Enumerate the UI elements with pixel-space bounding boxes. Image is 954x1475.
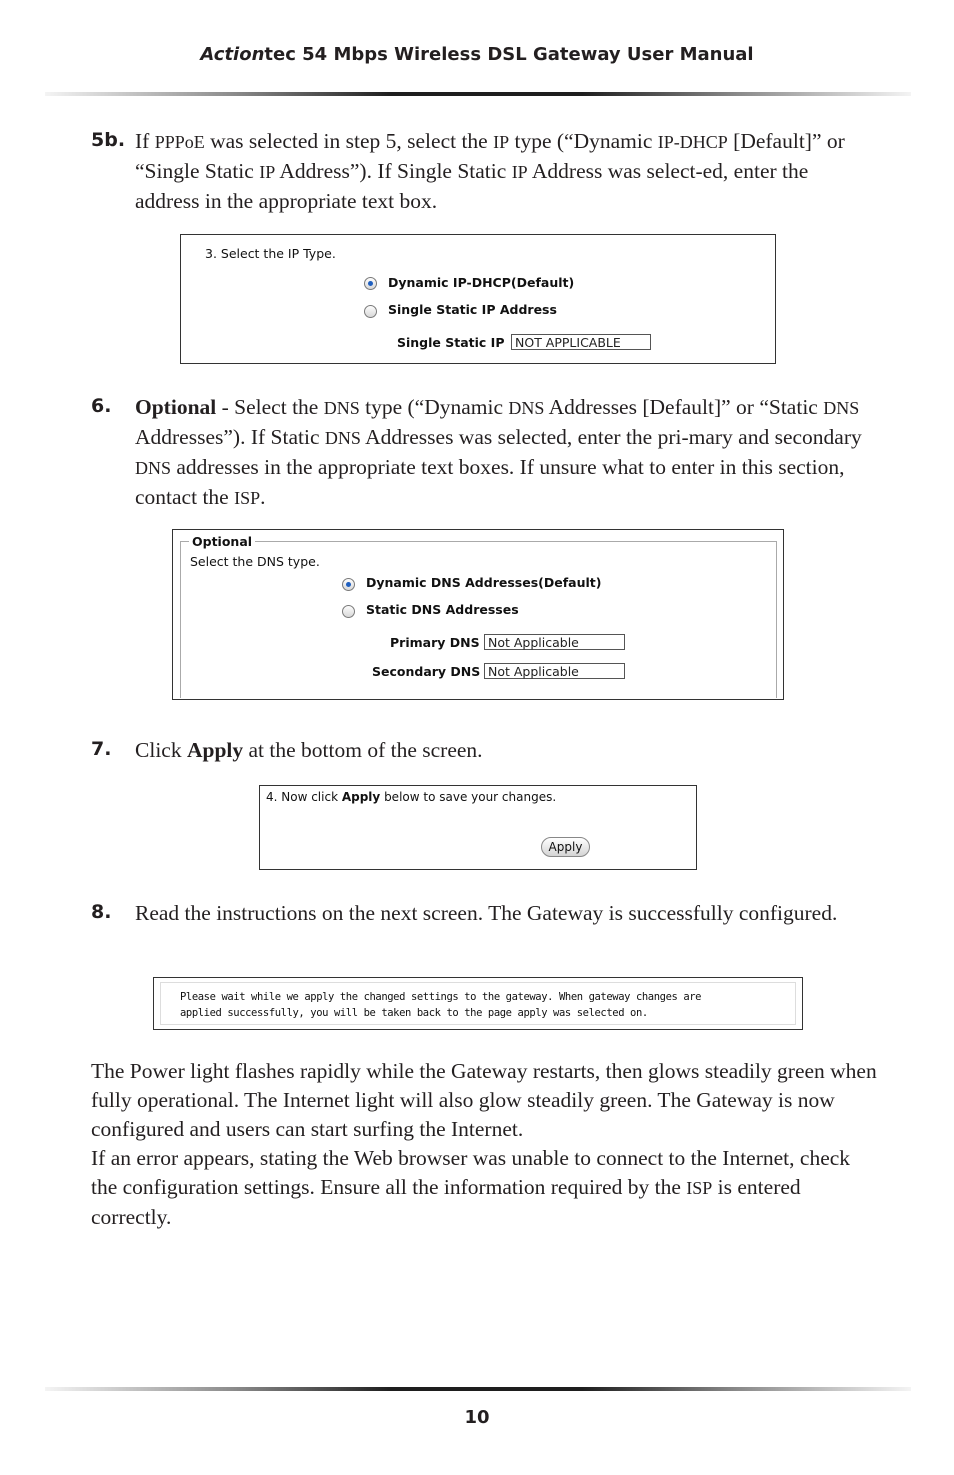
dns-subtitle: Select the DNS type. — [190, 554, 320, 569]
page-header — [0, 44, 954, 65]
option-static-ip-label: Single Static IP Address — [388, 302, 557, 317]
header-rule — [45, 92, 911, 96]
option-dynamic-ip-label: Dynamic IP-DHCP(Default) — [388, 275, 575, 290]
step-number: 7. — [91, 738, 112, 760]
footer-rule — [45, 1387, 911, 1391]
closing-paragraph-2: If an error appears, stating the Web browser was unable to connect to the Internet, check the configuration settings. Ensure all the information required by the ISP is entered correctly. — [91, 1146, 851, 1229]
step-number: 6. — [91, 395, 112, 417]
step-5b — [91, 127, 871, 216]
step-7 — [91, 736, 871, 765]
radio-static-ip[interactable] — [364, 305, 377, 318]
primary-dns-label: Primary DNS — [390, 635, 480, 650]
ip-panel-title: 3. Select the IP Type. — [205, 246, 336, 261]
apply-screenshot — [259, 785, 697, 870]
primary-dns-input[interactable]: Not Applicable — [484, 634, 625, 650]
apply-button[interactable]: Apply — [541, 837, 590, 857]
option-dynamic-dns-label: Dynamic DNS Addresses(Default) — [366, 575, 602, 590]
radio-dynamic-ip[interactable] — [364, 277, 377, 290]
wait-line-2: applied successfully, you will be taken back to the page apply was selected on. — [180, 1007, 648, 1019]
step-text: Read the instructions on the next screen. The Gateway is successfully configured. — [135, 901, 838, 925]
radio-static-dns[interactable] — [342, 605, 355, 618]
apply-instruction: 4. Now click Apply below to save your changes. — [266, 790, 557, 804]
radio-dynamic-dns[interactable] — [342, 578, 355, 591]
step-text: Optional - Select the DNS type (“Dynamic DNS Addresses [Default]” or “Static DNS Addresses”). If Static DNS Addresses was selected, enter the pri-mary and secondary DNS addresses in the appropriate text boxes. If unsure what to enter in this section, contact the ISP. — [135, 395, 862, 509]
header-title: tec 54 Mbps Wireless DSL Gateway User Manual — [264, 44, 754, 65]
secondary-dns-label: Secondary DNS — [372, 664, 481, 679]
static-ip-label: Single Static IP — [397, 335, 505, 350]
ip-type-screenshot — [180, 234, 776, 364]
secondary-dns-input[interactable]: Not Applicable — [484, 663, 625, 679]
step-6 — [91, 393, 871, 513]
step-text: Click Apply at the bottom of the screen. — [135, 738, 483, 762]
wait-message-screenshot — [153, 977, 803, 1030]
step-number: 8. — [91, 901, 112, 923]
option-static-dns-label: Static DNS Addresses — [366, 602, 519, 617]
page-number: 10 — [464, 1407, 490, 1428]
step-number: 5b. — [91, 129, 126, 151]
step-8 — [91, 899, 871, 928]
dns-legend: Optional — [189, 534, 255, 549]
wait-message — [180, 989, 701, 1021]
static-ip-input[interactable]: NOT APPLICABLE — [511, 334, 651, 350]
closing-paragraph-1: The Power light flashes rapidly while the Gateway restarts, then glows steadily green when fully operational. The Internet light will also glow steadily green. The Gateway is now configured and users can start surfing the Internet. — [91, 1059, 877, 1141]
wait-line-1: Please wait while we apply the changed settings to the gateway. When gateway changes are — [180, 991, 702, 1003]
closing-text — [91, 1057, 881, 1232]
header-brand: Action — [200, 44, 265, 65]
dns-type-screenshot — [172, 529, 784, 700]
step-text: If PPPoE was selected in step 5, select the IP type (“Dynamic IP-DHCP [Default]” or “Single Static IP Address”). If Single Static IP Address was select-ed, enter the address in the appropriate text box. — [135, 129, 845, 213]
